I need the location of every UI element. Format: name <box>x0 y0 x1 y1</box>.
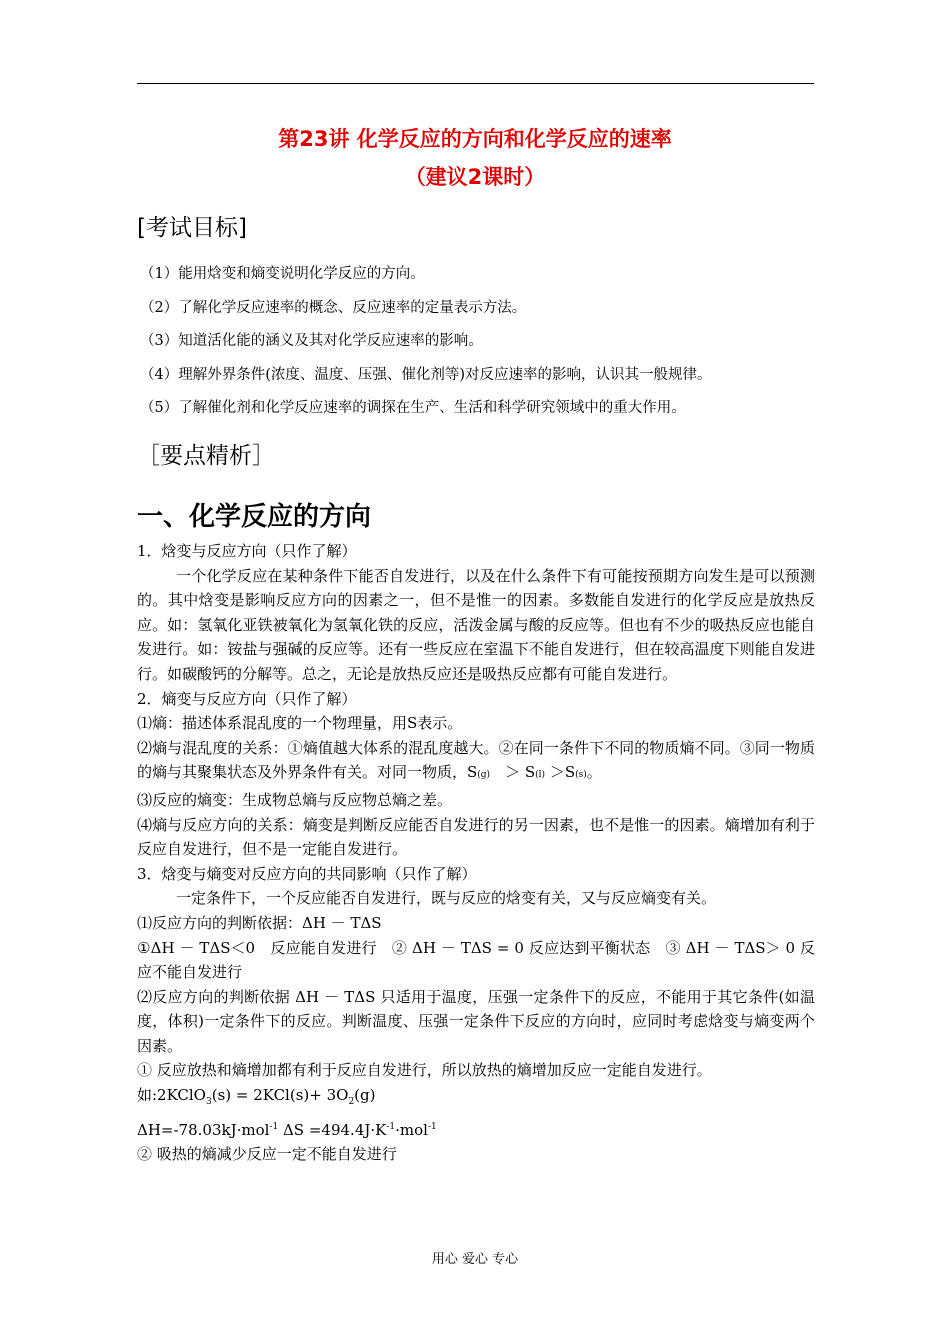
list-item: ⑴熵：描述体系混乱度的一个物理量，用S表示。 <box>137 714 463 733</box>
thermo-values <box>137 1115 815 1143</box>
superscript: -1 <box>427 1121 437 1132</box>
part-heading: 一、化学反应的方向 <box>137 502 372 532</box>
goal-item: （3）知道活化能的涵义及其对化学反应速率的影响。 <box>140 333 483 349</box>
text-span: (s) = 2KCl(s)+ 3O <box>211 1086 349 1105</box>
equation <box>137 1083 815 1115</box>
subscript-s: (s) <box>575 770 587 781</box>
goal-item: （1）能用焓变和熵变说明化学反应的方向。 <box>140 266 425 282</box>
list-item: ② 吸热的熵减少反应一定不能自发进行 <box>137 1145 397 1164</box>
text-span: ΔS =494.4J·K <box>278 1120 387 1139</box>
list-item: ①ΔH － TΔS＜0 反应能自发进行 ② ΔH － TΔS = 0 反应达到平衡状态 ③ ΔH － TΔS＞ 0 反应不能自发进行 <box>137 938 815 982</box>
list-item: ⑵反应方向的判断依据 ΔH － TΔS 只适用于温度，压强一定条件下的反应，不能用于其它条件(如温度，体积)一定条件下的反应。判断温度、压强一定条件下反应的方向时，应同时考虑焓变与熵变两个因素。 <box>137 987 815 1055</box>
analysis-heading: ［要点精析］ <box>137 443 275 469</box>
goal-item: （4）理解外界条件(浓度、温度、压强、催化剂等)对反应速率的影响，认识其一般规律。 <box>140 367 712 383</box>
text-span: ΔH=-78.03kJ·mol <box>137 1120 270 1139</box>
list-item: ⑶反应的熵变：生成物总熵与反应物总熵之差。 <box>137 790 453 809</box>
text-span: 。 <box>586 763 602 782</box>
paragraph: 一个化学反应在某种条件下能否自发进行，以及在什么条件下有可能按预期方向发生是可以预测的。其中焓变是影响反应方向的因素之一，但不是惟一的因素。多数能自发进行的化学反应是放热反应。如：氢氧化亚铁被氧化为氢氧化铁的反应，活泼金属与酸的反应等。但也有不少的吸热反应也能自发进行。如：铵盐与强碱的反应等。还有一些反应在室温下不能自发进行，但在较高温度下则能自发进行。如碳酸钙的分解等。总之，无论是放热反应还是吸热反应都有可能自发进行。 <box>137 566 815 683</box>
page-footer: 用心 爱心 专心 <box>431 1252 519 1267</box>
text-span: 如:2KClO <box>137 1086 206 1105</box>
goals-heading: [考试目标] <box>137 215 247 241</box>
subsection-title: 2．熵变与反应方向（只作了解） <box>137 689 357 708</box>
goal-item: （2）了解化学反应速率的概念、反应速率的定量表示方法。 <box>140 300 527 316</box>
page-title: 第23讲 化学反应的方向和化学反应的速率 <box>278 127 672 151</box>
subsection-title: 3．焓变与熵变对反应方向的共同影响（只作了解） <box>137 864 477 883</box>
body-text <box>137 539 815 1167</box>
list-item: ⑴反应方向的判断依据：ΔH － TΔS <box>137 913 382 932</box>
text-span: ·mol <box>395 1120 428 1139</box>
goal-item: （5）了解催化剂和化学反应速率的调探在生产、生活和科学研究领域中的重大作用。 <box>140 400 686 416</box>
subscript: 2 <box>348 1097 355 1108</box>
subscript-g: (g) <box>477 770 491 781</box>
paragraph: 一定条件下，一个反应能否自发进行，既与反应的焓变有关，又与反应熵变有关。 <box>176 889 717 908</box>
superscript: -1 <box>386 1121 396 1132</box>
text-span: (g) <box>354 1086 376 1105</box>
text-span: ＞S <box>549 763 576 782</box>
superscript: -1 <box>269 1121 279 1132</box>
header-rule <box>137 83 814 84</box>
list-item <box>137 736 815 788</box>
page-subtitle: （建议2课时） <box>404 165 546 189</box>
text-span: ＞ S <box>505 763 536 782</box>
text-span: ⑵熵与混乱度的关系：①熵值越大体系的混乱度越大。②在同一条件下不同的物质熵不同。③同一物质的熵与其聚集状态及外界条件有关。对同一物质，S <box>137 738 815 782</box>
subscript: 3 <box>205 1097 212 1108</box>
list-item: ① 反应放热和熵增加都有利于反应自发进行，所以放热的熵增加反应一定能自发进行。 <box>137 1061 712 1080</box>
subscript-l: (l) <box>535 770 546 781</box>
list-item: ⑷熵与反应方向的关系：熵变是判断反应能否自发进行的另一因素，也不是惟一的因素。熵增加有利于反应自发进行，但不是一定能自发进行。 <box>137 815 815 859</box>
subsection-title: 1．焓变与反应方向（只作了解） <box>137 542 357 560</box>
